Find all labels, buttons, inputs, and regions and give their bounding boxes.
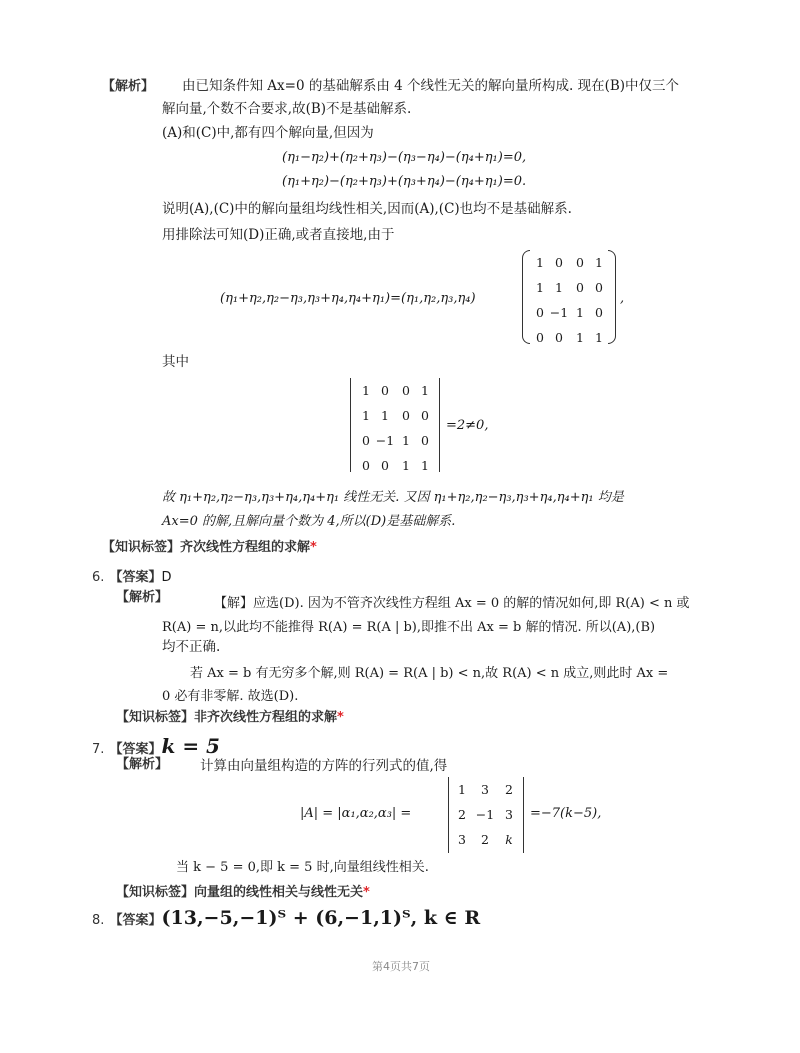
knowledge-tag: 【知识标签】 <box>102 540 181 555</box>
q7-equation-left: |A| = |α₁,α₂,α₃| = <box>300 806 412 821</box>
q6-line-3: 均不正确. <box>162 639 221 655</box>
star-mark: * <box>337 710 344 725</box>
q6-answer-line <box>92 566 172 585</box>
matrix-cell: 0 <box>381 458 389 473</box>
q7-determinant <box>446 777 526 853</box>
matrix-cell: 1 <box>595 255 603 270</box>
q8-number: 8. <box>92 913 105 928</box>
q6-line-4: 若 Ax = b 有无穷多个解,则 R(A) = R(A | b) < n,故 R(A) < n 成立,则此时 Ax = <box>190 666 669 681</box>
star-mark: * <box>310 540 317 555</box>
matrix-cell: 1 <box>458 782 466 797</box>
q6-line-1: 【解】应选(D). 因为不管齐次线性方程组 Ax = 0 的解的情况如何,即 R(A) < n 或 <box>214 596 690 611</box>
matrix-cell: 2 <box>505 782 513 797</box>
matrix-cell: 1 <box>536 280 544 295</box>
star-mark: * <box>363 885 370 900</box>
q5-equation-1: (η₁−η₂)+(η₂+η₃)−(η₃−η₄)−(η₄+η₁)=0, <box>282 150 527 165</box>
matrix-cell: 0 <box>576 255 584 270</box>
matrix-cell: 1 <box>536 255 544 270</box>
analysis-tag: 【解析】 <box>116 757 169 772</box>
knowledge-tag: 【知识标签】 <box>116 710 195 725</box>
answer-tag: 【答案】 <box>109 742 162 757</box>
q5-paragraph-1a: 由已知条件知 Ax=0 的基础解系由 4 个线性无关的解向量所构成. 现在(B)中仅三个 <box>182 78 680 94</box>
q6-line-2: R(A) = n,以此均不能推得 R(A) = R(A | b),即推不出 Ax = b 解的情况. 所以(A),(B) <box>162 620 656 635</box>
q5-matrix <box>522 250 616 344</box>
knowledge-tag: 【知识标签】 <box>116 885 195 900</box>
matrix-cell: −1 <box>375 433 395 448</box>
matrix-cell: 3 <box>481 782 489 797</box>
matrix-cell: 0 <box>536 330 544 345</box>
matrix-cell: 0 <box>402 408 410 423</box>
matrix-cell: 1 <box>402 458 410 473</box>
matrix-cell: 0 <box>421 433 429 448</box>
matrix-cell: 1 <box>421 458 429 473</box>
matrix-cell: 1 <box>576 305 584 320</box>
q7-knowledge-line <box>116 881 370 900</box>
q8-answer: (13,−5,−1)ᵀ + (6,−1,1)ᵀ, k ∈ R <box>161 907 481 929</box>
q6-knowledge-line <box>116 706 344 725</box>
q6-line-5: 0 必有非零解. 故选(D). <box>162 689 299 704</box>
right-bar <box>439 378 440 472</box>
answer-tag: 【答案】 <box>109 570 162 585</box>
matrix-cell: 0 <box>555 330 563 345</box>
matrix-cell: 3 <box>505 807 513 822</box>
matrix-cell: 3 <box>458 832 466 847</box>
matrix-cell: 1 <box>362 408 370 423</box>
matrix-cell: 1 <box>555 280 563 295</box>
q5-knowledge-line <box>102 536 317 555</box>
right-bar <box>523 777 524 853</box>
page-footer: 第4页共7页 <box>372 960 430 973</box>
matrix-cell: 1 <box>402 433 410 448</box>
matrix-cell: 1 <box>381 408 389 423</box>
left-bar <box>448 777 449 853</box>
q6-answer: D <box>161 570 172 585</box>
matrix-cell: 0 <box>362 458 370 473</box>
matrix-cell: 0 <box>576 280 584 295</box>
q6-number: 6. <box>92 570 105 585</box>
matrix-cell: 0 <box>555 255 563 270</box>
matrix-cell: 0 <box>362 433 370 448</box>
q5-determinant <box>348 378 442 472</box>
q7-answer: k = 5 <box>161 734 220 758</box>
q5-paragraph-6b: Ax=0 的解,且解向量个数为 4,所以(D)是基础解系. <box>162 514 456 529</box>
matrix-cell: 1 <box>362 383 370 398</box>
knowledge-text: 齐次线性方程组的求解 <box>180 540 311 555</box>
matrix-cell: 1 <box>421 383 429 398</box>
matrix-cell: 2 <box>481 832 489 847</box>
q5-determinant-tail: =2≠0, <box>446 418 489 433</box>
q7-equation-tail: =−7(k−5), <box>530 806 602 821</box>
analysis-tag: 【解析】 <box>102 79 155 94</box>
matrix-cell: 0 <box>421 408 429 423</box>
analysis-tag: 【解析】 <box>116 590 169 605</box>
q5-paragraph-1b: 解向量,个数不合要求,故(B)不是基础解系. <box>162 101 412 117</box>
q5-equation-2: (η₁+η₂)−(η₂+η₃)+(η₃+η₄)−(η₄+η₁)=0. <box>282 174 527 189</box>
matrix-cell: 1 <box>576 330 584 345</box>
q8-answer-line <box>92 907 480 929</box>
q5-paragraph-2: (A)和(C)中,都有四个解向量,但因为 <box>162 125 374 141</box>
matrix-cell: 2 <box>458 807 466 822</box>
matrix-cell: 1 <box>595 330 603 345</box>
knowledge-text: 向量组的线性相关与线性无关 <box>194 885 364 900</box>
matrix-cell: 0 <box>402 383 410 398</box>
left-paren <box>522 250 530 344</box>
matrix-cell: k <box>505 832 513 847</box>
matrix-cell: 0 <box>595 305 603 320</box>
right-paren <box>608 250 616 344</box>
matrix-cell: −1 <box>549 305 569 320</box>
matrix-cell: 0 <box>595 280 603 295</box>
knowledge-text: 非齐次线性方程组的求解 <box>194 710 338 725</box>
matrix-cell: 0 <box>536 305 544 320</box>
q5-paragraph-4: 用排除法可知(D)正确,或者直接地,由于 <box>162 227 395 243</box>
left-bar <box>350 378 351 472</box>
q5-paragraph-5: 其中 <box>162 354 189 370</box>
q5-equation-3-tail: , <box>620 291 625 306</box>
q7-number: 7. <box>92 742 105 757</box>
q5-paragraph-6a: 故 η₁+η₂,η₂−η₃,η₃+η₄,η₄+η₁ 线性无关. 又因 η₁+η₂,η₂−η₃,η₃+η₄,η₄+η₁ 均是 <box>162 490 624 505</box>
answer-tag: 【答案】 <box>109 913 162 928</box>
matrix-cell: −1 <box>475 807 495 822</box>
matrix-cell: 0 <box>381 383 389 398</box>
q5-paragraph-3: 说明(A),(C)中的解向量组均线性相关,因而(A),(C)也均不是基础解系. <box>162 201 572 217</box>
q7-line-1: 计算由向量组构造的方阵的行列式的值,得 <box>200 758 448 774</box>
q7-line-2: 当 k − 5 = 0,即 k = 5 时,向量组线性相关. <box>176 860 429 875</box>
q5-equation-3-left: (η₁+η₂,η₂−η₃,η₃+η₄,η₄+η₁)=(η₁,η₂,η₃,η₄) <box>220 291 476 306</box>
